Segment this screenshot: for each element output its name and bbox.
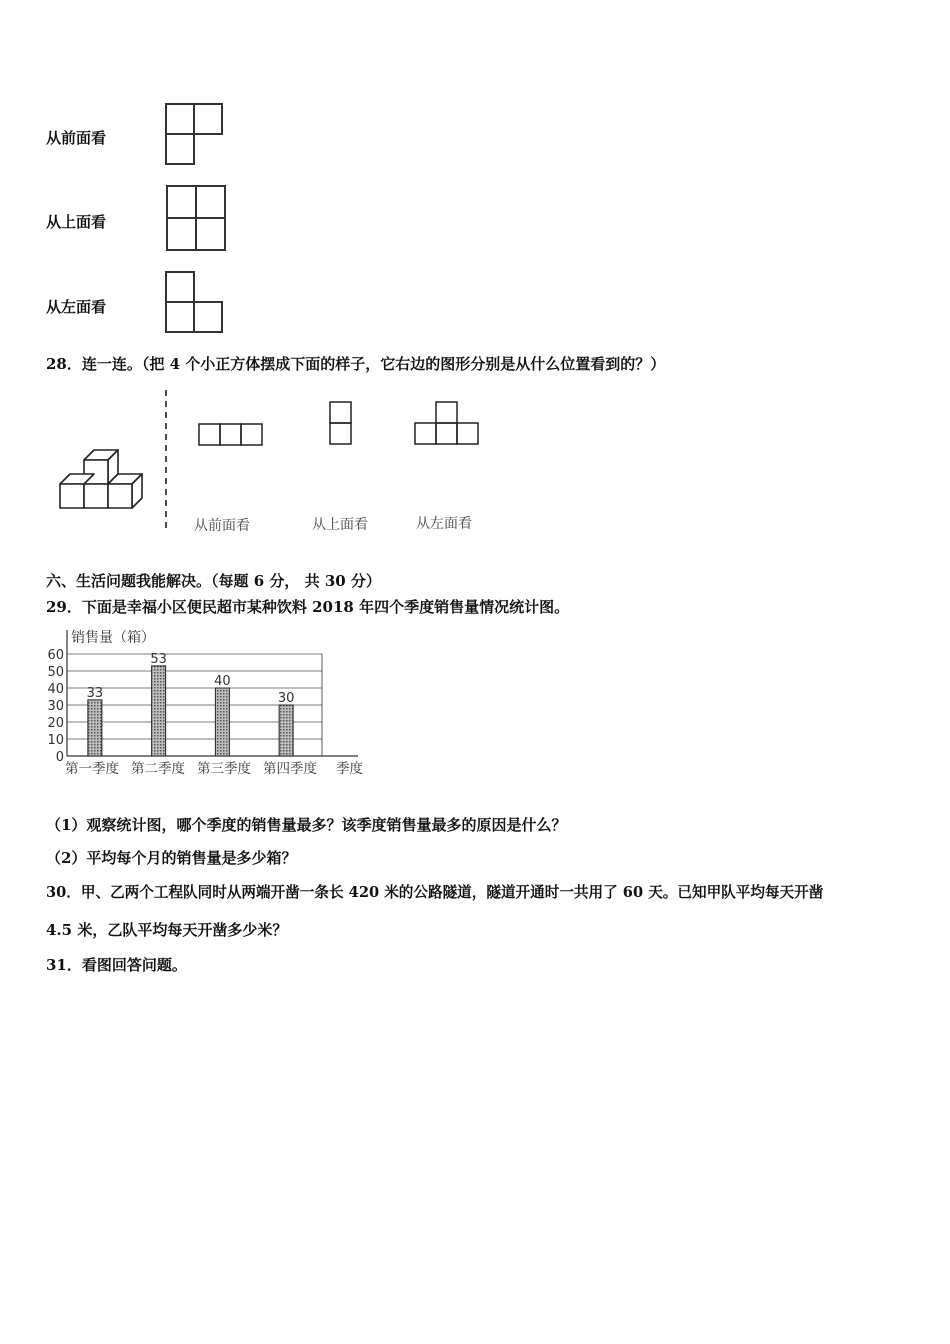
y-tick-label: 10	[47, 733, 64, 748]
q30-line-2: 4.5 米，乙队平均每天开凿多少米？	[46, 921, 288, 939]
y-tick-label: 20	[47, 716, 64, 731]
bar	[88, 700, 102, 756]
x-category-label: 第二季度	[131, 761, 185, 777]
bar-data-label: 30	[277, 691, 295, 706]
front-view-figure	[160, 98, 230, 170]
sales-bar-chart	[40, 624, 380, 784]
x-axis-label: 季度	[336, 761, 363, 777]
y-tick-label: 60	[47, 648, 64, 663]
view-label-front: 从前面看	[46, 129, 107, 147]
bar-data-label: 33	[86, 685, 104, 701]
view-label-left: 从左面看	[46, 298, 107, 316]
bar-data-label: 53	[150, 651, 167, 667]
bar-data-label: 40	[214, 674, 231, 689]
cube-stack-figure	[50, 388, 170, 538]
y-axis-label: 销售量（箱）	[71, 630, 155, 646]
x-category-label: 第一季度	[65, 761, 119, 777]
q28-top-view-figure	[326, 398, 358, 450]
q28-question: 28．连一连。（把 4 个小正方体摆成下面的样子，它右边的图形分别是从什么位置看到的？）	[46, 355, 666, 373]
bar	[215, 688, 229, 756]
x-category-label: 第四季度	[263, 761, 317, 777]
q28-front-view-figure	[196, 420, 268, 450]
q31-text: 31．看图回答问题。	[46, 956, 187, 974]
left-view-figure	[160, 266, 230, 338]
q29-sub-question-2: （2）平均每个月的销售量是多少箱？	[46, 849, 297, 867]
bar	[279, 705, 293, 756]
q28-label-left: 从左面看	[416, 516, 472, 532]
q28-label-front: 从前面看	[194, 518, 250, 534]
q29-sub-question-1: （1）观察统计图，哪个季度的销售量最多？该季度销售量最多的原因是什么？	[46, 816, 567, 834]
y-tick-label: 0	[55, 750, 64, 765]
section-six-title: 六、生活问题我能解决。（每题 6 分， 共 30 分）	[46, 572, 381, 590]
q28-label-top: 从上面看	[312, 517, 368, 533]
x-category-label: 第三季度	[197, 761, 251, 777]
q30-line-1: 30．甲、乙两个工程队同时从两端开凿一条长 420 米的公路隧道，隧道开通时一共用了 60 天。已知甲队平均每天开凿	[46, 884, 824, 901]
y-tick-label: 40	[47, 682, 64, 697]
q28-left-view-figure	[412, 398, 486, 450]
y-tick-label: 50	[47, 665, 64, 680]
bar	[152, 666, 166, 756]
q29-question: 29．下面是幸福小区便民超市某种饮料 2018 年四个季度销售量情况统计图。	[46, 598, 570, 616]
y-tick-label: 30	[47, 699, 64, 714]
view-label-top: 从上面看	[46, 213, 107, 231]
top-view-figure	[160, 180, 232, 256]
